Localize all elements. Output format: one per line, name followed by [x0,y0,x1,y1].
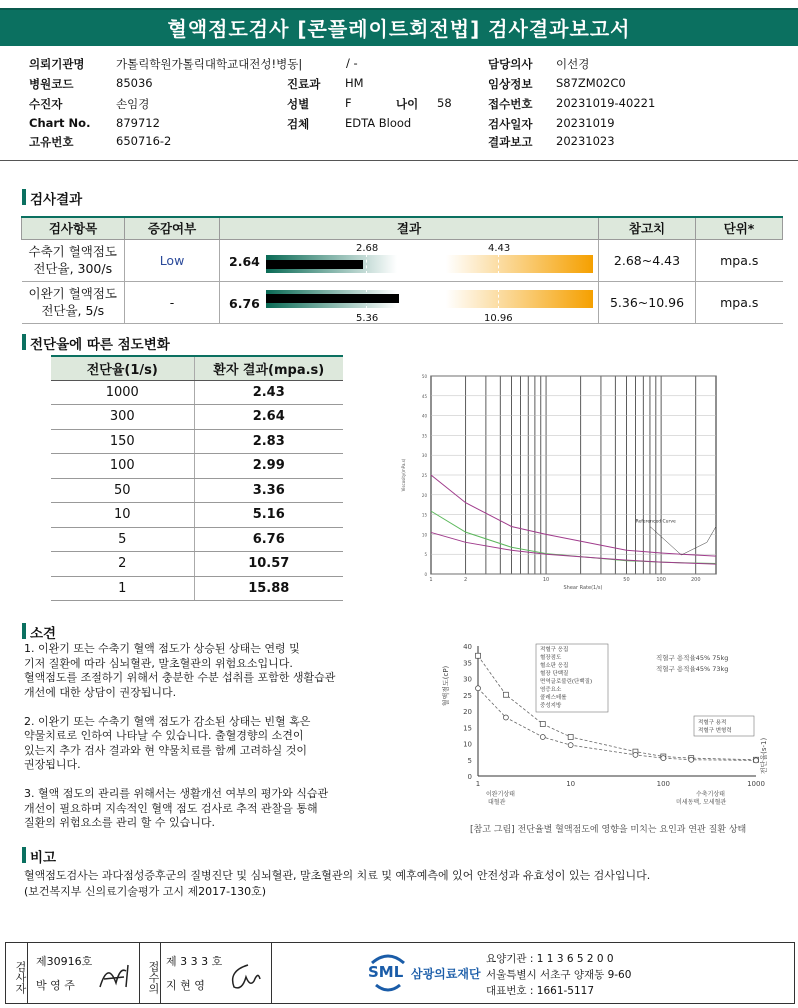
y-tick-label: 15 [421,512,427,518]
logo-text: SML [368,963,404,981]
result-value-bar [266,260,363,269]
series-point [754,758,759,763]
results-header-flag: 증감여부 [125,217,220,239]
report-title: 혈액점도검사 [콘플레이트회전법] 검사결과보고서 [0,8,798,46]
shear-result-cell: 2.64 [194,405,343,430]
phone: 대표번호 : 1661-5117 [486,985,595,997]
shear-rate-cell: 1000 [51,380,194,405]
x-tick-label: 10 [566,780,576,788]
results-header-ref: 참고치 [599,217,696,239]
y-tick-label: 10 [421,532,427,538]
address: 서울특별시 서초구 양재동 9-60 [486,969,632,981]
y-tick-label: 40 [463,643,472,651]
ref-low-marker [366,254,367,274]
x-right-note: 미세동맥, 모세혈관 [676,799,727,806]
figure-caption: [참고 그림] 전단율별 혈액점도에 영향을 미치는 요인과 연관 질환 상태 [470,825,747,835]
series-point [540,735,545,740]
ref-high-marker [498,254,499,274]
confirm-name: 지 현 영 [166,979,205,992]
flag-cell: Low [125,239,220,281]
shear-section-title: 전단율에 따른 점도변화 [30,333,170,353]
ref-high-label: 10.96 [484,312,513,324]
shear-result-cell: 2.43 [194,380,343,405]
legend-entry: 직혈구 용적율45% 75kg [656,654,729,662]
info-divider [0,160,798,161]
shear-result-cell: 2.83 [194,429,343,454]
shear-row [51,503,343,528]
item-name: 이완기 혈액점도 [28,286,117,301]
ref-low-label: 5.36 [356,312,379,324]
shear-table [51,355,343,601]
institution-code: 요양기관 : 1 1 3 6 5 2 0 0 [486,953,614,965]
flag-cell: - [125,281,220,323]
org-name: 삼광의료재단 [411,967,481,981]
y-axis-label: Viscosity(mPa.s) [401,458,406,492]
shear-header-result: 환자 결과(mpa.s) [194,356,343,380]
confirm-label-box: 접수의 [139,943,161,1003]
shear-result-cell: 3.36 [194,478,343,503]
series-point [568,735,573,740]
x-left-note: 대혈관 [488,799,506,806]
hospital-label: 의뢰기관명 [29,57,85,71]
shear-result-cell: 2.99 [194,454,343,479]
series-point [568,743,573,748]
results-table [21,216,783,324]
y-axis-label: 혈액점도(cP) [442,665,450,707]
table-row [22,281,783,323]
shear-result-cell: 6.76 [194,527,343,552]
x-tick-label: 200 [690,577,701,583]
y-tick-label: 20 [421,492,427,498]
ref-high-label: 4.43 [488,242,511,254]
y-tick-label: 5 [467,756,472,765]
results-header-item: 검사항목 [22,217,125,239]
unit-cell: mpa.s [696,239,783,281]
tester-signature [96,957,136,993]
y-tick-label: 0 [467,773,472,781]
series-point [476,653,481,658]
factor-label: 적혈구 응집 [540,647,569,653]
doctor-value: 이선경 [556,57,590,71]
y-tick-label: 25 [463,691,472,700]
report-date-value: 20231023 [556,134,615,148]
chart-label: Chart No. [29,116,91,130]
shear-row [51,454,343,479]
shear-result-cell: 10.57 [194,552,343,577]
shear-rate-cell: 5 [51,527,194,552]
hospital-value: 가톨릭학원가톨릭대학교대전성!병동| [116,57,303,71]
vertical-divider [271,943,272,1003]
remark-line2: (보건복지부 신의료기술평가 고시 제2017-130호) [24,885,267,898]
results-section-title: 검사결과 [30,188,82,208]
x-tick-label: 1000 [747,780,765,788]
shear-rate-cell: 100 [51,454,194,479]
tester-name: 박 영 주 [36,979,75,992]
factor-chart [440,636,785,816]
series-point [661,756,666,761]
unit-cell: mpa.s [696,281,783,323]
x-tick-label: 1 [429,577,433,583]
patient-label: 수진자 [29,97,63,111]
result-value-bar [266,294,399,303]
item-rate: 전단율, 300/s [33,261,113,276]
shear-rate-cell: 150 [51,429,194,454]
y-tick-label: 5 [424,552,427,558]
shear-row [51,527,343,552]
patient-info [0,0,798,160]
clinical-value: S87ZM02C0 [556,76,626,90]
y-tick-label: 10 [463,740,472,749]
code-label: 병원코드 [29,77,74,91]
y-tick-label: 35 [463,659,472,668]
shear-rate-cell: 1 [51,576,194,601]
specimen-value: EDTA Blood [345,116,412,130]
x-axis-label: Shear Rate(1/s) [563,585,603,591]
x-tick-label: 100 [656,780,671,788]
item-name: 수축기 혈액점도 [28,244,117,259]
shear-rate-cell: 300 [51,405,194,430]
y-tick-label: 20 [463,708,472,716]
y-tick-label: 40 [421,413,427,419]
chart-value: 879712 [116,116,160,130]
confirm-number: 제 3 3 3 호 [166,955,223,968]
result-value: 2.64 [229,253,260,269]
shear-row [51,429,343,454]
shear-row [51,380,343,405]
test-date-label: 검사일자 [488,117,533,131]
y-tick-label: 25 [421,473,427,478]
shear-row [51,552,343,577]
annotation-label: Referenced Curve [635,519,676,525]
series-point [689,757,694,762]
annotation-pointer [650,526,716,555]
factor-label: 면역글로불린(단백질) [540,679,593,685]
age-label: 나이 [396,97,419,111]
result-bar-cell [220,281,599,323]
dept-label: 진료과 [287,77,321,91]
shear-row [51,478,343,503]
results-header-result: 결과 [220,217,599,239]
shear-row [51,405,343,430]
opinion-section-title: 소견 [30,622,56,642]
y-tick-label: 45 [421,393,427,399]
factor-label: 혈장점도 [540,655,562,661]
report-date-label: 결과보고 [488,135,533,149]
confirm-signature [224,957,264,993]
remark-text [24,868,650,900]
uid-value: 650716-2 [116,134,172,148]
factor-label: 염증요소 [540,687,562,693]
result-bar-cell [220,239,599,281]
x-left-note: 이완기상태 [486,791,515,798]
doctor-label: 담당의사 [488,57,533,71]
test-date-value: 20231019 [556,116,615,130]
factor-label: 콜레스테롤 [540,695,567,701]
ref-high-marker [498,289,499,309]
specimen-label: 검체 [287,117,310,131]
shear-result-cell: 15.88 [194,576,343,601]
ward-value: / - [346,56,358,70]
x-tick-label: 1 [475,780,481,788]
shear-header-rate: 전단율(1/s) [51,356,194,380]
remark-section-title: 비고 [30,846,56,866]
y-tick-label: 30 [421,453,427,459]
patient-value: 손임경 [116,97,150,111]
factor-label: 중성지방 [540,703,562,709]
item-cell [22,239,125,281]
item-rate: 전단율, 5/s [41,303,105,318]
factor-label: 적혈구 용적 [698,720,727,726]
clinical-label: 임상정보 [488,77,533,91]
y-tick-label: 35 [421,433,427,439]
shear-rate-cell: 50 [51,478,194,503]
factor-label: 혈장 단백질 [540,671,569,677]
shear-rate-cell: 2 [51,552,194,577]
opinion-text: 1. 이완기 또는 수축기 혈액 점도가 상승된 상태는 연령 및 기저 질환에 따라 심뇌혈관, 말초혈관의 위험요소입니다. 혈액점도를 조절하기 위해서 충분한 수분 섭취를 포함한 생활습관 개선에 대한 상담이 권장됩니다. 2. 이완기 또는 수축기 혈액 점도가 감소된 상태는 빈혈 혹은 약물치료로 인하여 나타날 수 있습니다. 출혈경향의 소견이 있는지 추가 검사 결과와 현 약물치료를 함께 고려하실 것이 권장됩니다. 3. 혈액 점도의 관리를 위해서는 생활개선 여부의 평가와 식습관 개선이 필요하며 지속적인 혈액 점도 검사로 추적 관찰을 통해 질환의 위험요소를 관리 할 수 있습니다. [24,642,336,829]
y-tick-label: 50 [421,374,427,379]
y-tick-label: 0 [424,572,427,577]
series-point [503,715,508,720]
ref-low-label: 2.68 [356,242,379,254]
code-value: 85036 [116,76,153,90]
item-cell [22,281,125,323]
footer [5,942,795,1004]
shear-row [51,576,343,601]
accept-label: 접수번호 [488,97,533,111]
shear-rate-cell: 10 [51,503,194,528]
age-value: 58 [437,96,452,110]
x-tick-label: 100 [656,577,666,583]
ref-cell: 5.36~10.96 [599,281,696,323]
series-point [476,686,481,691]
y-tick-label: 30 [463,675,472,684]
x-right-note: 수축기상태 [696,791,725,798]
series-point [503,692,508,697]
legend-entry: 적혈구 용적율45% 73kg [656,665,729,673]
tester-number: 제30916호 [36,955,93,968]
ref-cell: 2.68~4.43 [599,239,696,281]
tester-label-box: 검사자 [6,943,28,1003]
sex-value: F [345,96,352,110]
series-point [540,722,545,727]
x-tick-label: 50 [623,577,630,583]
accept-value: 20231019-40221 [556,96,656,110]
result-value: 6.76 [229,295,260,311]
shear-result-cell: 5.16 [194,503,343,528]
dept-value: HM [345,76,364,90]
y-tick-label: 15 [463,724,472,733]
viscosity-chart [393,372,728,592]
results-header-unit: 단위* [696,217,783,239]
y2-axis-label: 전단율(s-1) [760,737,768,775]
series-point [633,752,638,757]
sex-label: 성별 [287,97,310,111]
factor-label: 적혈구 변형력 [698,728,732,734]
factor-label: 혈소판 응집 [540,663,569,669]
x-tick-label: 10 [542,577,550,583]
remark-line1: 혈액점도검사는 과다점성증후군의 질병진단 및 심뇌혈관, 말초혈관의 치료 및 예후예측에 있어 안전성과 유효성이 있는 검사입니다. [24,869,651,882]
series-line [431,532,716,564]
x-tick-label: 2 [464,577,468,583]
table-row [22,239,783,281]
uid-label: 고유번호 [29,135,74,149]
